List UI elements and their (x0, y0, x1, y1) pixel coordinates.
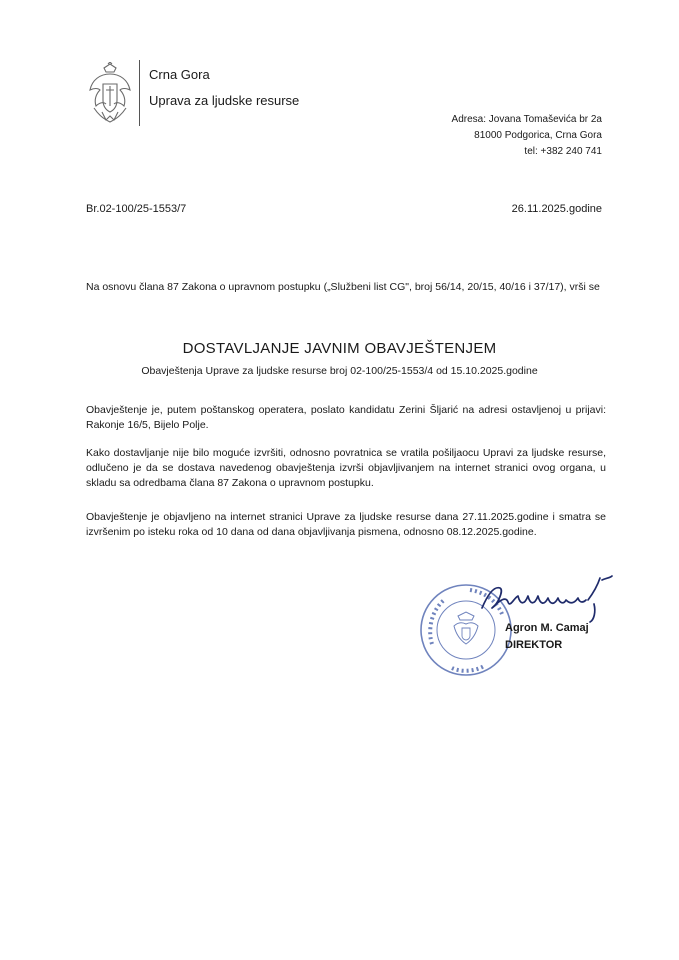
montenegro-coat-of-arms-icon (86, 62, 134, 126)
handwritten-signature-icon (478, 574, 624, 624)
legal-basis-intro: Na osnovu člana 87 Zakona o upravnom postupku („Službeni list CG", broj 56/14, 20/15, 40/16 i 37/17), vrši se (86, 281, 600, 293)
document-subtitle: Obavještenja Uprave za ljudske resurse broj 02-100/25-1553/4 od 15.10.2025.godine (141, 365, 538, 377)
paragraph-publication-date: Obavještenje je objavljeno na internet stranici Uprave za ljudske resurse dana 27.11.2025.godine i smatra se izvršenim po isteku roka od 10 dana od dana objavljivanja pismena, odnosno 08.12.2025.godine. (86, 511, 606, 538)
signatory-title: DIREKTOR (505, 639, 563, 651)
org-name: Uprava za ljudske resurse (149, 93, 300, 108)
paragraph-publication-decision: Kako dostavljanje nije bilo moguće izvršiti, odnosno povratnica se vratila pošiljaocu Upravi za ljudske resurse, odlučeno je da se dostava navedenog obavještenja izvrši objavljivanjem na internet stranici ovog organa, u skladu sa odredbama člana 87 Zakona o upravnom postupku. (86, 447, 606, 489)
reference-number: Br.02-100/25-1553/7 (86, 203, 187, 215)
address-street: Adresa: Jovana Tomaševića br 2a (451, 114, 602, 125)
address-city: 81000 Podgorica, Crna Gora (474, 130, 602, 141)
paragraph-delivery-attempt: Obavještenje je, putem poštanskog operatera, poslato kandidatu Zerini Šljarić na adresi ostavljenoj u prijavi: Rakonje 16/5, Bijelo Polje. (86, 404, 606, 431)
document-date: 26.11.2025.godine (511, 203, 602, 215)
address-phone: tel: +382 240 741 (524, 146, 602, 157)
org-country: Crna Gora (149, 67, 210, 82)
document-title: DOSTAVLJANJE JAVNIM OBAVJEŠTENJEM (182, 340, 497, 357)
signatory-name: Agron M. Camaj (505, 622, 589, 634)
header-divider (139, 60, 140, 126)
